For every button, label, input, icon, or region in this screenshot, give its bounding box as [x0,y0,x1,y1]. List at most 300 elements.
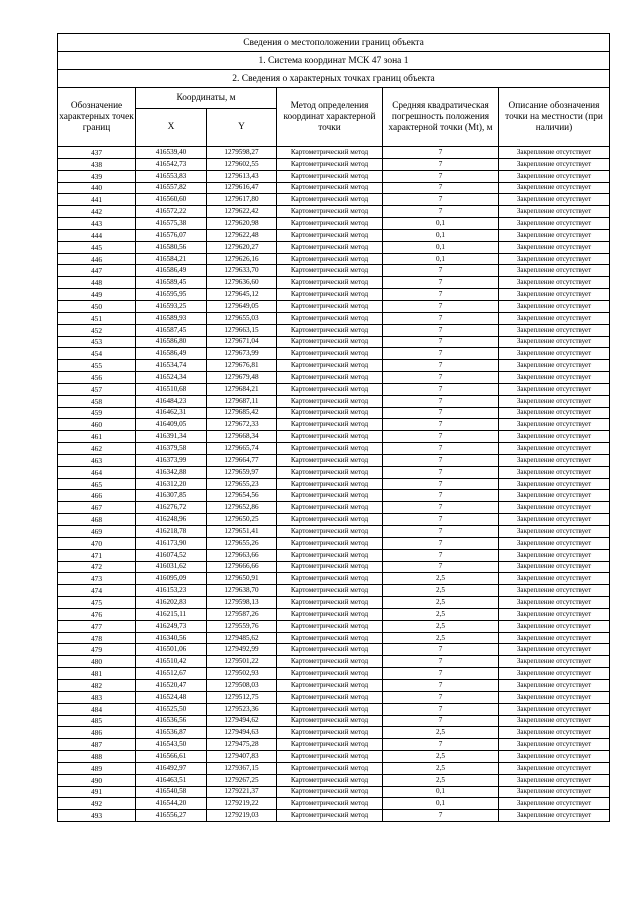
method-cell: Картометрический метод [277,383,383,395]
x-coordinate-cell: 416463,51 [136,774,207,786]
x-coordinate-cell: 416536,56 [136,715,207,727]
x-coordinate-cell: 416276,72 [136,502,207,514]
method-cell: Картометрический метод [277,537,383,549]
y-coordinate-cell: 1279672,33 [207,419,277,431]
point-number-cell: 460 [58,419,136,431]
y-coordinate-cell: 1279676,81 [207,360,277,372]
x-coordinate-cell: 416589,45 [136,277,207,289]
error-cell: 7 [383,300,499,312]
error-cell: 7 [383,537,499,549]
table-row [58,241,610,253]
description-cell: Закрепление отсутствует [499,798,610,810]
method-cell: Картометрический метод [277,644,383,656]
table-row [58,798,610,810]
error-cell: 2,5 [383,597,499,609]
table-title: Сведения о местоположении границ объекта [58,34,610,52]
table-row [58,715,610,727]
point-number-cell: 478 [58,632,136,644]
method-cell: Картометрический метод [277,632,383,644]
table-row [58,490,610,502]
y-coordinate-cell: 1279475,28 [207,739,277,751]
point-number-cell: 438 [58,158,136,170]
error-cell: 7 [383,289,499,301]
error-cell: 7 [383,277,499,289]
table-row [58,348,610,360]
table-row [58,727,610,739]
method-cell: Картометрический метод [277,218,383,230]
table-body [58,147,610,822]
error-cell: 7 [383,549,499,561]
method-cell: Картометрический метод [277,703,383,715]
point-number-cell: 488 [58,751,136,763]
x-coordinate-cell: 416524,48 [136,691,207,703]
y-coordinate-cell: 1279638,70 [207,585,277,597]
description-cell: Закрепление отсутствует [499,703,610,715]
method-cell: Картометрический метод [277,798,383,810]
x-coordinate-cell: 416074,52 [136,549,207,561]
description-cell: Закрепление отсутствует [499,312,610,324]
table-row [58,703,610,715]
x-coordinate-cell: 416566,61 [136,751,207,763]
y-coordinate-cell: 1279598,27 [207,147,277,159]
y-coordinate-cell: 1279492,99 [207,644,277,656]
table-row [58,585,610,597]
method-cell: Картометрический метод [277,348,383,360]
table-row [58,561,610,573]
method-cell: Картометрический метод [277,407,383,419]
error-cell: 7 [383,739,499,751]
method-cell: Картометрический метод [277,158,383,170]
point-number-cell: 463 [58,454,136,466]
error-cell: 7 [383,348,499,360]
error-cell: 7 [383,478,499,490]
method-cell: Картометрический метод [277,182,383,194]
point-number-cell: 455 [58,360,136,372]
point-number-cell: 464 [58,466,136,478]
error-cell: 7 [383,810,499,822]
table-row [58,454,610,466]
table-row [58,158,610,170]
method-cell: Картометрический метод [277,774,383,786]
error-cell: 0,1 [383,253,499,265]
x-coordinate-cell: 416391,34 [136,431,207,443]
table-row [58,786,610,798]
description-cell: Закрепление отсутствует [499,608,610,620]
x-coordinate-cell: 416173,90 [136,537,207,549]
x-coordinate-cell: 416340,56 [136,632,207,644]
point-number-cell: 465 [58,478,136,490]
description-cell: Закрепление отсутствует [499,526,610,538]
x-coordinate-cell: 416543,50 [136,739,207,751]
description-cell: Закрепление отсутствует [499,407,610,419]
error-cell: 7 [383,206,499,218]
error-cell: 7 [383,526,499,538]
error-cell: 7 [383,407,499,419]
point-number-cell: 466 [58,490,136,502]
method-cell: Картометрический метод [277,786,383,798]
header-y: Y [207,109,277,147]
table-row [58,277,610,289]
y-coordinate-cell: 1279679,48 [207,372,277,384]
point-number-cell: 473 [58,573,136,585]
description-cell: Закрепление отсутствует [499,206,610,218]
description-cell: Закрепление отсутствует [499,668,610,680]
y-coordinate-cell: 1279666,66 [207,561,277,573]
y-coordinate-cell: 1279559,76 [207,620,277,632]
description-cell: Закрепление отсутствует [499,514,610,526]
method-cell: Картометрический метод [277,561,383,573]
error-cell: 7 [383,265,499,277]
y-coordinate-cell: 1279494,63 [207,727,277,739]
coordinate-system: 1. Система координат МСК 47 зона 1 [58,52,610,70]
x-coordinate-cell: 416544,20 [136,798,207,810]
point-number-cell: 439 [58,170,136,182]
table-row [58,774,610,786]
y-coordinate-cell: 1279649,05 [207,300,277,312]
point-number-cell: 489 [58,762,136,774]
table-row [58,762,610,774]
point-number-cell: 493 [58,810,136,822]
description-cell: Закрепление отсутствует [499,360,610,372]
error-cell: 2,5 [383,762,499,774]
error-cell: 7 [383,443,499,455]
description-cell: Закрепление отсутствует [499,786,610,798]
method-cell: Картометрический метод [277,194,383,206]
table-row [58,194,610,206]
description-cell: Закрепление отсутствует [499,229,610,241]
error-cell: 0,1 [383,241,499,253]
x-coordinate-cell: 416589,93 [136,312,207,324]
y-coordinate-cell: 1279655,26 [207,537,277,549]
y-coordinate-cell: 1279655,23 [207,478,277,490]
error-cell: 7 [383,679,499,691]
method-cell: Картометрический метод [277,372,383,384]
description-cell: Закрепление отсутствует [499,372,610,384]
method-cell: Картометрический метод [277,229,383,241]
description-cell: Закрепление отсутствует [499,537,610,549]
method-cell: Картометрический метод [277,419,383,431]
error-cell: 7 [383,395,499,407]
x-coordinate-cell: 416512,67 [136,668,207,680]
y-coordinate-cell: 1279654,56 [207,490,277,502]
error-cell: 7 [383,502,499,514]
point-number-cell: 446 [58,253,136,265]
method-cell: Картометрический метод [277,526,383,538]
x-coordinate-cell: 416534,74 [136,360,207,372]
error-cell: 7 [383,668,499,680]
point-number-cell: 457 [58,383,136,395]
x-coordinate-cell: 416218,78 [136,526,207,538]
description-cell: Закрепление отсутствует [499,348,610,360]
point-number-cell: 467 [58,502,136,514]
point-number-cell: 458 [58,395,136,407]
x-coordinate-cell: 416312,20 [136,478,207,490]
description-cell: Закрепление отсутствует [499,454,610,466]
method-cell: Картометрический метод [277,241,383,253]
description-cell: Закрепление отсутствует [499,774,610,786]
point-number-cell: 453 [58,336,136,348]
method-cell: Картометрический метод [277,585,383,597]
error-cell: 7 [383,644,499,656]
method-cell: Картометрический метод [277,170,383,182]
error-cell: 2,5 [383,727,499,739]
description-cell: Закрепление отсутствует [499,277,610,289]
table-row [58,526,610,538]
header-x: X [136,109,207,147]
table-row [58,253,610,265]
point-number-cell: 490 [58,774,136,786]
y-coordinate-cell: 1279663,15 [207,324,277,336]
point-number-cell: 481 [58,668,136,680]
error-cell: 7 [383,194,499,206]
table-row [58,514,610,526]
table-row [58,407,610,419]
header-method: Метод определения координат характерной точки [277,88,383,147]
table-row [58,679,610,691]
table-row [58,608,610,620]
table-row [58,632,610,644]
table-row [58,265,610,277]
error-cell: 7 [383,372,499,384]
method-cell: Картометрический метод [277,312,383,324]
error-cell: 7 [383,514,499,526]
x-coordinate-cell: 416575,38 [136,218,207,230]
method-cell: Картометрический метод [277,597,383,609]
point-number-cell: 468 [58,514,136,526]
description-cell: Закрепление отсутствует [499,739,610,751]
description-cell: Закрепление отсутствует [499,324,610,336]
x-coordinate-cell: 416593,25 [136,300,207,312]
y-coordinate-cell: 1279620,98 [207,218,277,230]
x-coordinate-cell: 416307,85 [136,490,207,502]
method-cell: Картометрический метод [277,549,383,561]
method-cell: Картометрический метод [277,478,383,490]
x-coordinate-cell: 416540,58 [136,786,207,798]
section-title: 2. Сведения о характерных точках границ объекта [58,70,610,88]
error-cell: 7 [383,466,499,478]
description-cell: Закрепление отсутствует [499,691,610,703]
point-number-cell: 451 [58,312,136,324]
description-cell: Закрепление отсутствует [499,490,610,502]
point-number-cell: 441 [58,194,136,206]
error-cell: 2,5 [383,774,499,786]
method-cell: Картометрический метод [277,608,383,620]
y-coordinate-cell: 1279616,47 [207,182,277,194]
description-cell: Закрепление отсутствует [499,478,610,490]
method-cell: Картометрический метод [277,691,383,703]
description-cell: Закрепление отсутствует [499,561,610,573]
x-coordinate-cell: 416542,73 [136,158,207,170]
y-coordinate-cell: 1279655,03 [207,312,277,324]
x-coordinate-cell: 416520,47 [136,679,207,691]
description-cell: Закрепление отсутствует [499,762,610,774]
y-coordinate-cell: 1279673,99 [207,348,277,360]
y-coordinate-cell: 1279602,55 [207,158,277,170]
description-cell: Закрепление отсутствует [499,253,610,265]
table-row [58,549,610,561]
y-coordinate-cell: 1279617,80 [207,194,277,206]
x-coordinate-cell: 416249,73 [136,620,207,632]
y-coordinate-cell: 1279650,25 [207,514,277,526]
point-number-cell: 486 [58,727,136,739]
table-row [58,206,610,218]
method-cell: Картометрический метод [277,289,383,301]
y-coordinate-cell: 1279485,62 [207,632,277,644]
y-coordinate-cell: 1279620,27 [207,241,277,253]
x-coordinate-cell: 416492,97 [136,762,207,774]
point-number-cell: 479 [58,644,136,656]
x-coordinate-cell: 416572,22 [136,206,207,218]
y-coordinate-cell: 1279684,21 [207,383,277,395]
x-coordinate-cell: 416095,09 [136,573,207,585]
error-cell: 7 [383,182,499,194]
y-coordinate-cell: 1279659,97 [207,466,277,478]
x-coordinate-cell: 416586,49 [136,265,207,277]
y-coordinate-cell: 1279626,16 [207,253,277,265]
y-coordinate-cell: 1279267,25 [207,774,277,786]
description-cell: Закрепление отсутствует [499,241,610,253]
point-number-cell: 462 [58,443,136,455]
table-row [58,360,610,372]
error-cell: 2,5 [383,608,499,620]
header-description: Описание обозначения точки на местности (при наличии) [499,88,610,147]
method-cell: Картометрический метод [277,360,383,372]
error-cell: 7 [383,312,499,324]
table-row [58,573,610,585]
y-coordinate-cell: 1279598,13 [207,597,277,609]
method-cell: Картометрический метод [277,395,383,407]
description-cell: Закрепление отсутствует [499,644,610,656]
point-number-cell: 452 [58,324,136,336]
y-coordinate-cell: 1279633,70 [207,265,277,277]
description-cell: Закрепление отсутствует [499,158,610,170]
point-number-cell: 476 [58,608,136,620]
point-number-cell: 449 [58,289,136,301]
y-coordinate-cell: 1279685,42 [207,407,277,419]
x-coordinate-cell: 416462,31 [136,407,207,419]
description-cell: Закрепление отсутствует [499,289,610,301]
table-row [58,147,610,159]
point-number-cell: 454 [58,348,136,360]
description-cell: Закрепление отсутствует [499,300,610,312]
y-coordinate-cell: 1279494,62 [207,715,277,727]
x-coordinate-cell: 416501,06 [136,644,207,656]
point-number-cell: 459 [58,407,136,419]
boundary-points-table [57,33,610,822]
table-row [58,502,610,514]
point-number-cell: 443 [58,218,136,230]
table-row [58,478,610,490]
description-cell: Закрепление отсутствует [499,656,610,668]
error-cell: 7 [383,383,499,395]
point-number-cell: 480 [58,656,136,668]
method-cell: Картометрический метод [277,751,383,763]
description-cell: Закрепление отсутствует [499,632,610,644]
description-cell: Закрепление отсутствует [499,147,610,159]
x-coordinate-cell: 416510,68 [136,383,207,395]
table-row [58,324,610,336]
error-cell: 7 [383,336,499,348]
error-cell: 7 [383,656,499,668]
x-coordinate-cell: 416586,49 [136,348,207,360]
description-cell: Закрепление отсутствует [499,194,610,206]
error-cell: 7 [383,360,499,372]
point-number-cell: 483 [58,691,136,703]
point-number-cell: 471 [58,549,136,561]
error-cell: 0,1 [383,229,499,241]
table-row [58,656,610,668]
description-cell: Закрепление отсутствует [499,585,610,597]
y-coordinate-cell: 1279622,48 [207,229,277,241]
description-cell: Закрепление отсутствует [499,679,610,691]
point-number-cell: 484 [58,703,136,715]
method-cell: Картометрический метод [277,454,383,466]
x-coordinate-cell: 416560,60 [136,194,207,206]
error-cell: 7 [383,147,499,159]
x-coordinate-cell: 416524,34 [136,372,207,384]
y-coordinate-cell: 1279651,41 [207,526,277,538]
point-number-cell: 487 [58,739,136,751]
table-row [58,751,610,763]
error-cell: 2,5 [383,751,499,763]
table-row [58,644,610,656]
table-row [58,668,610,680]
point-number-cell: 437 [58,147,136,159]
y-coordinate-cell: 1279636,60 [207,277,277,289]
y-coordinate-cell: 1279407,83 [207,751,277,763]
point-number-cell: 448 [58,277,136,289]
y-coordinate-cell: 1279219,22 [207,798,277,810]
error-cell: 2,5 [383,585,499,597]
error-cell: 7 [383,158,499,170]
x-coordinate-cell: 416595,95 [136,289,207,301]
error-cell: 0,1 [383,218,499,230]
method-cell: Картометрический метод [277,253,383,265]
description-cell: Закрепление отсутствует [499,620,610,632]
method-cell: Картометрический метод [277,739,383,751]
point-number-cell: 482 [58,679,136,691]
table-row [58,443,610,455]
point-number-cell: 447 [58,265,136,277]
y-coordinate-cell: 1279650,91 [207,573,277,585]
point-number-cell: 461 [58,431,136,443]
table-row [58,537,610,549]
table-row [58,466,610,478]
error-cell: 0,1 [383,786,499,798]
error-cell: 2,5 [383,620,499,632]
header-point: Обозначение характерных точек границ [58,88,136,147]
table-row [58,170,610,182]
error-cell: 2,5 [383,573,499,585]
x-coordinate-cell: 416576,07 [136,229,207,241]
y-coordinate-cell: 1279645,12 [207,289,277,301]
x-coordinate-cell: 416584,21 [136,253,207,265]
error-cell: 7 [383,691,499,703]
description-cell: Закрепление отсутствует [499,170,610,182]
point-number-cell: 445 [58,241,136,253]
table-row [58,336,610,348]
description-cell: Закрепление отсутствует [499,466,610,478]
method-cell: Картометрический метод [277,147,383,159]
y-coordinate-cell: 1279665,74 [207,443,277,455]
description-cell: Закрепление отсутствует [499,443,610,455]
method-cell: Картометрический метод [277,324,383,336]
method-cell: Картометрический метод [277,715,383,727]
error-cell: 7 [383,715,499,727]
y-coordinate-cell: 1279587,26 [207,608,277,620]
description-cell: Закрепление отсутствует [499,218,610,230]
point-number-cell: 474 [58,585,136,597]
